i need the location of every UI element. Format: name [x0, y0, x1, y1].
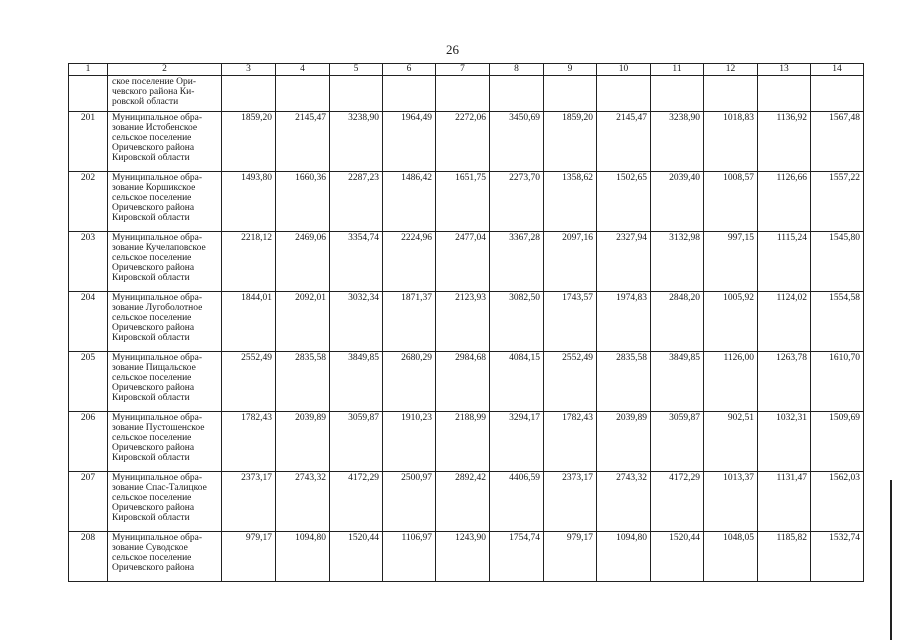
municipality-name-line: Кировской области — [112, 393, 190, 403]
municipality-name-line: Кировской области — [112, 513, 190, 523]
municipality-name-line: Оричевского района — [112, 443, 195, 453]
value-cell-col-10: 2145,47 — [597, 112, 651, 172]
value-cell-col-11: 2039,40 — [651, 172, 704, 232]
value-cell-col-7 — [436, 76, 490, 112]
value-cell-col-3: 1859,20 — [222, 112, 276, 172]
value-cell-col-7: 2892,42 — [436, 472, 490, 532]
value-cell-col-4: 2835,58 — [276, 352, 330, 412]
value-cell-col-12 — [704, 76, 758, 112]
municipality-name — [108, 232, 222, 292]
column-header-3: 3 — [222, 64, 276, 76]
municipality-name-line: Кировской области — [112, 213, 190, 223]
municipality-name-line: зование Спас-Талицкое — [112, 483, 207, 493]
value-cell-col-14: 1562,03 — [811, 472, 864, 532]
value-cell-col-3: 1844,01 — [222, 292, 276, 352]
row-number: 203 — [69, 232, 108, 292]
value-cell-col-10: 2327,94 — [597, 232, 651, 292]
column-header-7: 7 — [436, 64, 490, 76]
value-cell-col-5 — [330, 76, 383, 112]
municipality-name-line: зование Коршикское — [112, 183, 196, 193]
value-cell-col-8: 2273,70 — [490, 172, 544, 232]
table-body — [69, 76, 864, 582]
municipality-name-line: Муниципальное обра- — [112, 353, 203, 363]
value-cell-col-4: 2469,06 — [276, 232, 330, 292]
row-number: 202 — [69, 172, 108, 232]
municipality-name-line: сельское поселение — [112, 193, 192, 203]
column-header-8: 8 — [490, 64, 544, 76]
value-cell-col-14: 1509,69 — [811, 412, 864, 472]
column-header-9: 9 — [544, 64, 597, 76]
value-cell-col-13: 1115,24 — [758, 232, 811, 292]
value-cell-col-4: 2743,32 — [276, 472, 330, 532]
value-cell-col-6: 1910,23 — [383, 412, 436, 472]
value-cell-col-8: 3450,69 — [490, 112, 544, 172]
column-header-2: 2 — [108, 64, 222, 76]
value-cell-col-11: 3849,85 — [651, 352, 704, 412]
value-cell-col-11: 3059,87 — [651, 412, 704, 472]
value-cell-col-9: 979,17 — [544, 532, 597, 582]
value-cell-col-14: 1557,22 — [811, 172, 864, 232]
value-cell-col-13: 1124,02 — [758, 292, 811, 352]
value-cell-col-3 — [222, 76, 276, 112]
value-cell-col-13: 1126,66 — [758, 172, 811, 232]
municipality-name-line: Муниципальное обра- — [112, 113, 203, 123]
value-cell-col-8: 1754,74 — [490, 532, 544, 582]
value-cell-col-12: 1048,05 — [704, 532, 758, 582]
value-cell-col-7: 1243,90 — [436, 532, 490, 582]
municipality-name-line: Муниципальное обра- — [112, 233, 203, 243]
municipality-name-line: ское поселение Ори- — [112, 77, 197, 87]
municipality-name-line: зование Суводское — [112, 543, 188, 553]
table-row — [69, 172, 864, 232]
value-cell-col-10: 1502,65 — [597, 172, 651, 232]
municipality-name-line: Оричевского района — [112, 563, 195, 573]
value-cell-col-10: 1094,80 — [597, 532, 651, 582]
row-number: 204 — [69, 292, 108, 352]
value-cell-col-10: 1974,83 — [597, 292, 651, 352]
value-cell-col-7: 1651,75 — [436, 172, 490, 232]
municipality-name-line: сельское поселение — [112, 253, 192, 263]
column-header-12: 12 — [704, 64, 758, 76]
value-cell-col-5: 3032,34 — [330, 292, 383, 352]
row-number: 205 — [69, 352, 108, 412]
municipality-name — [108, 472, 222, 532]
value-cell-col-13 — [758, 76, 811, 112]
municipality-name-line: сельское поселение — [112, 433, 192, 443]
municipality-name-line: зование Пищальское — [112, 363, 196, 373]
column-header-5: 5 — [330, 64, 383, 76]
value-cell-col-12: 1126,00 — [704, 352, 758, 412]
municipality-name-line: зование Истобенское — [112, 123, 198, 133]
value-cell-col-6: 1964,49 — [383, 112, 436, 172]
value-cell-col-9: 1859,20 — [544, 112, 597, 172]
value-cell-col-11: 1520,44 — [651, 532, 704, 582]
municipality-name-line: Муниципальное обра- — [112, 413, 203, 423]
column-header-13: 13 — [758, 64, 811, 76]
value-cell-col-12: 1018,83 — [704, 112, 758, 172]
value-cell-col-5: 3849,85 — [330, 352, 383, 412]
value-cell-col-7: 2188,99 — [436, 412, 490, 472]
value-cell-col-10: 2039,89 — [597, 412, 651, 472]
value-cell-col-14: 1610,70 — [811, 352, 864, 412]
row-number: 208 — [69, 532, 108, 582]
municipality-name-line: Муниципальное обра- — [112, 473, 203, 483]
municipality-name-line: ровской области — [112, 97, 179, 107]
value-cell-col-8: 3082,50 — [490, 292, 544, 352]
municipality-name-line: сельское поселение — [112, 493, 192, 503]
table-row — [69, 532, 864, 582]
page-edge-line — [890, 480, 892, 640]
value-cell-col-6: 1486,42 — [383, 172, 436, 232]
value-cell-col-6: 2224,96 — [383, 232, 436, 292]
municipality-name-line: сельское поселение — [112, 313, 192, 323]
value-cell-col-12: 1005,92 — [704, 292, 758, 352]
value-cell-col-10: 2835,58 — [597, 352, 651, 412]
value-cell-col-8: 4406,59 — [490, 472, 544, 532]
value-cell-col-14 — [811, 76, 864, 112]
municipality-name-line: Кировской области — [112, 333, 190, 343]
value-cell-col-12: 902,51 — [704, 412, 758, 472]
table-row — [69, 472, 864, 532]
value-cell-col-13: 1032,31 — [758, 412, 811, 472]
value-cell-col-9 — [544, 76, 597, 112]
value-cell-col-8: 3367,28 — [490, 232, 544, 292]
value-cell-col-5: 3238,90 — [330, 112, 383, 172]
value-cell-col-7: 2272,06 — [436, 112, 490, 172]
municipality-name-line: Оричевского района — [112, 323, 195, 333]
municipality-name-line: сельское поселение — [112, 553, 192, 563]
value-cell-col-4 — [276, 76, 330, 112]
value-cell-col-10: 2743,32 — [597, 472, 651, 532]
municipality-name-line: Оричевского района — [112, 263, 195, 273]
value-cell-col-4: 2039,89 — [276, 412, 330, 472]
value-cell-col-14: 1532,74 — [811, 532, 864, 582]
column-header-14: 14 — [811, 64, 864, 76]
value-cell-col-9: 1782,43 — [544, 412, 597, 472]
municipality-name — [108, 412, 222, 472]
row-number: 207 — [69, 472, 108, 532]
municipality-name-line: Муниципальное обра- — [112, 533, 203, 543]
page-number: 26 — [446, 42, 459, 57]
value-cell-col-13: 1263,78 — [758, 352, 811, 412]
value-cell-col-9: 1358,62 — [544, 172, 597, 232]
municipality-name-line: Оричевского района — [112, 203, 195, 213]
municipality-name-line: Муниципальное обра- — [112, 173, 203, 183]
value-cell-col-14: 1545,80 — [811, 232, 864, 292]
value-cell-col-8: 4084,15 — [490, 352, 544, 412]
table-row — [69, 352, 864, 412]
value-cell-col-5: 4172,29 — [330, 472, 383, 532]
value-cell-col-5: 2287,23 — [330, 172, 383, 232]
table-row — [69, 232, 864, 292]
value-cell-col-9: 1743,57 — [544, 292, 597, 352]
municipality-name-line: зование Кучелаповское — [112, 243, 206, 253]
municipality-name-line: Кировской области — [112, 273, 190, 283]
value-cell-col-11: 3238,90 — [651, 112, 704, 172]
value-cell-col-11: 4172,29 — [651, 472, 704, 532]
value-cell-col-7: 2123,93 — [436, 292, 490, 352]
value-cell-col-4: 2092,01 — [276, 292, 330, 352]
municipality-name — [108, 292, 222, 352]
municipality-name-line: Оричевского района — [112, 143, 195, 153]
value-cell-col-6: 2500,97 — [383, 472, 436, 532]
table-row — [69, 112, 864, 172]
table-header-row — [69, 64, 864, 76]
value-cell-col-3: 1493,80 — [222, 172, 276, 232]
value-cell-col-6: 2680,29 — [383, 352, 436, 412]
table-row — [69, 76, 864, 112]
column-header-6: 6 — [383, 64, 436, 76]
municipality-name-line: Кировской области — [112, 153, 190, 163]
value-cell-col-4: 1660,36 — [276, 172, 330, 232]
value-cell-col-14: 1554,58 — [811, 292, 864, 352]
municipality-name-line: Кировской области — [112, 453, 190, 463]
value-cell-col-5: 3059,87 — [330, 412, 383, 472]
value-cell-col-13: 1131,47 — [758, 472, 811, 532]
value-cell-col-11 — [651, 76, 704, 112]
value-cell-col-6 — [383, 76, 436, 112]
table-row — [69, 412, 864, 472]
value-cell-col-6: 1871,37 — [383, 292, 436, 352]
value-cell-col-13: 1136,92 — [758, 112, 811, 172]
municipality-name-line: чевского района Ки- — [112, 87, 195, 97]
municipality-name-line: зование Лугоболотное — [112, 303, 203, 313]
table-row — [69, 292, 864, 352]
row-number: 206 — [69, 412, 108, 472]
municipality-name-line: сельское поселение — [112, 373, 192, 383]
value-cell-col-4: 2145,47 — [276, 112, 330, 172]
value-cell-col-3: 979,17 — [222, 532, 276, 582]
value-cell-col-3: 2552,49 — [222, 352, 276, 412]
value-cell-col-12: 997,15 — [704, 232, 758, 292]
municipality-name-line: сельское поселение — [112, 133, 192, 143]
value-cell-col-7: 2984,68 — [436, 352, 490, 412]
value-cell-col-11: 3132,98 — [651, 232, 704, 292]
value-cell-col-12: 1013,37 — [704, 472, 758, 532]
value-cell-col-8 — [490, 76, 544, 112]
row-number: 201 — [69, 112, 108, 172]
value-cell-col-5: 1520,44 — [330, 532, 383, 582]
value-cell-col-3: 2218,12 — [222, 232, 276, 292]
municipality-name — [108, 532, 222, 582]
value-cell-col-7: 2477,04 — [436, 232, 490, 292]
value-cell-col-12: 1008,57 — [704, 172, 758, 232]
municipality-name-line: Оричевского района — [112, 383, 195, 393]
value-cell-col-14: 1567,48 — [811, 112, 864, 172]
municipality-name — [108, 76, 222, 112]
municipality-name — [108, 112, 222, 172]
column-header-4: 4 — [276, 64, 330, 76]
municipality-name-line: зование Пустошенское — [112, 423, 205, 433]
municipality-name-line: Муниципальное обра- — [112, 293, 203, 303]
tariff-table — [68, 63, 864, 582]
column-header-10: 10 — [597, 64, 651, 76]
value-cell-col-9: 2552,49 — [544, 352, 597, 412]
value-cell-col-11: 2848,20 — [651, 292, 704, 352]
value-cell-col-9: 2373,17 — [544, 472, 597, 532]
value-cell-col-6: 1106,97 — [383, 532, 436, 582]
column-header-1: 1 — [69, 64, 108, 76]
value-cell-col-13: 1185,82 — [758, 532, 811, 582]
value-cell-col-3: 1782,43 — [222, 412, 276, 472]
municipality-name — [108, 172, 222, 232]
municipality-name-line: Оричевского района — [112, 503, 195, 513]
value-cell-col-8: 3294,17 — [490, 412, 544, 472]
value-cell-col-9: 2097,16 — [544, 232, 597, 292]
municipality-name — [108, 352, 222, 412]
value-cell-col-4: 1094,80 — [276, 532, 330, 582]
column-header-11: 11 — [651, 64, 704, 76]
value-cell-col-3: 2373,17 — [222, 472, 276, 532]
value-cell-col-10 — [597, 76, 651, 112]
row-number — [69, 76, 108, 112]
value-cell-col-5: 3354,74 — [330, 232, 383, 292]
